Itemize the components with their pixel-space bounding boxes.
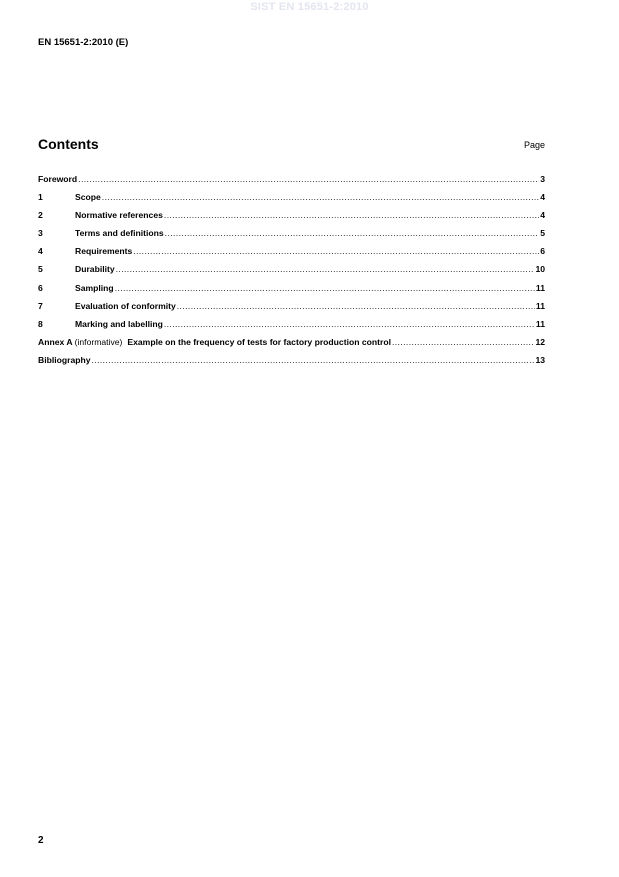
page-column-label: Page bbox=[523, 140, 545, 150]
toc-entry-page: 6 bbox=[540, 246, 545, 257]
toc-entry-number: 4 bbox=[38, 246, 43, 257]
toc-entry-number: 7 bbox=[38, 300, 43, 311]
toc-entry-page: 10 bbox=[535, 264, 545, 275]
page-number: 2 bbox=[38, 835, 44, 846]
toc-entry-number: 3 bbox=[38, 228, 43, 239]
dot-leader bbox=[115, 283, 535, 293]
toc-entry-scope[interactable] bbox=[38, 192, 545, 210]
dot-leader bbox=[177, 301, 535, 311]
dot-leader bbox=[92, 355, 535, 365]
toc-entry-durability[interactable] bbox=[38, 264, 545, 282]
toc-entry-number: 1 bbox=[38, 192, 43, 203]
toc-entry-page: 11 bbox=[535, 300, 545, 311]
dot-leader bbox=[78, 174, 539, 184]
document-id: EN 15651-2:2010 (E) bbox=[38, 37, 129, 48]
toc-entry-title: Bibliography bbox=[38, 354, 91, 365]
toc-entry-normative-references[interactable] bbox=[38, 210, 545, 228]
toc-entry-title: Normative references bbox=[75, 210, 163, 221]
dot-leader bbox=[164, 210, 539, 220]
annex-label: Annex A bbox=[38, 336, 73, 347]
toc-entry-page: 3 bbox=[540, 174, 545, 184]
toc-entry-page: 11 bbox=[535, 282, 545, 293]
toc-entry-title: Terms and definitions bbox=[75, 228, 164, 239]
toc-entry-title: Requirements bbox=[75, 246, 133, 257]
toc-entry-title: Durability bbox=[75, 264, 115, 275]
annex-type: (informative) bbox=[74, 336, 123, 347]
toc-entry-page: 11 bbox=[535, 318, 545, 329]
toc-entry-number: 6 bbox=[38, 282, 43, 293]
toc-entry-page: 12 bbox=[535, 336, 545, 347]
toc-entry-bibliography[interactable] bbox=[38, 355, 545, 373]
toc-entry-page: 4 bbox=[540, 210, 545, 221]
toc-entry-number: 5 bbox=[38, 264, 43, 275]
toc-entry-annex-a[interactable] bbox=[38, 337, 545, 355]
dot-leader bbox=[133, 246, 539, 256]
dot-leader bbox=[392, 337, 534, 347]
contents-heading: Contents bbox=[38, 136, 99, 152]
toc-entry-marking-and-labelling[interactable] bbox=[38, 319, 545, 337]
toc-entry-foreword[interactable] bbox=[38, 174, 545, 192]
toc-entry-sampling[interactable] bbox=[38, 283, 545, 301]
toc-entry-title: Sampling bbox=[75, 282, 114, 293]
toc-entry-number: 2 bbox=[38, 210, 43, 221]
toc-entry-evaluation-of-conformity[interactable] bbox=[38, 301, 545, 319]
dot-leader bbox=[102, 192, 539, 202]
toc-entry-title: Scope bbox=[75, 192, 101, 203]
toc-entry-requirements[interactable] bbox=[38, 246, 545, 264]
annex-title: Example on the frequency of tests for factory production control bbox=[127, 336, 391, 347]
toc-entry-number: 8 bbox=[38, 318, 43, 329]
toc-entry-title: Marking and labelling bbox=[75, 318, 163, 329]
table-of-contents bbox=[38, 174, 545, 373]
dot-leader bbox=[116, 264, 535, 274]
toc-entry-page: 4 bbox=[540, 192, 545, 203]
annex-entry-title bbox=[38, 337, 391, 347]
dot-leader bbox=[165, 228, 540, 238]
toc-entry-title: Evaluation of conformity bbox=[75, 300, 176, 311]
toc-entry-page: 13 bbox=[535, 354, 545, 365]
dot-leader bbox=[164, 319, 535, 329]
toc-entry-terms-and-definitions[interactable] bbox=[38, 228, 545, 246]
watermark: SIST EN 15651-2:2010 bbox=[250, 1, 369, 13]
toc-entry-title: Foreword bbox=[38, 174, 78, 184]
toc-entry-page: 5 bbox=[540, 228, 545, 239]
